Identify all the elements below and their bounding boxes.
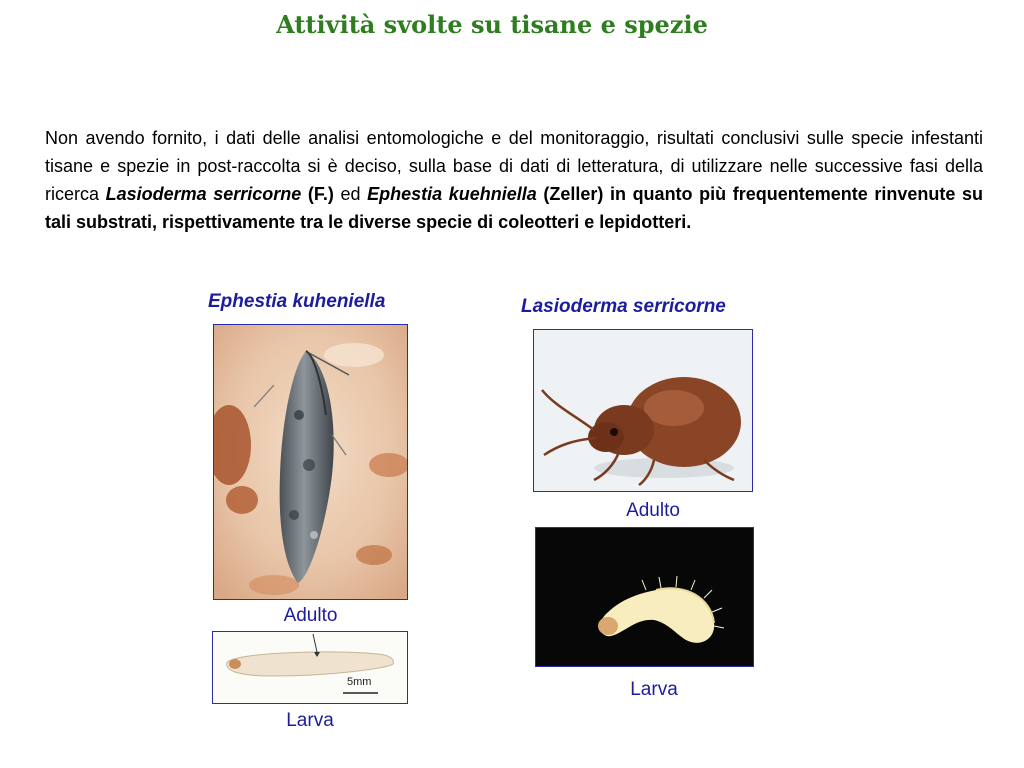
page-title: Attività svolte su tisane e spezie [276,10,708,39]
lasioderma-adult-caption: Adulto [626,500,680,521]
ephestia-adult-image [213,324,408,600]
species-lasioderma: Lasioderma serricorne [105,184,302,204]
ephestia-adult-caption: Adulto [283,605,338,626]
lasioderma-adult-image [533,329,753,492]
ephestia-larva-image [212,631,408,704]
paragraph-text-3: (Zeller) in quanto più frequentemente rinvenute su tali substrati, rispettivamente tra le diverse specie di coleotteri e lepidotteri. [45,184,983,232]
scale-bar-label: 5mm [347,676,372,688]
author-fabricius: (F.) [301,184,334,204]
ephestia-larva-caption: Larva [286,710,334,731]
lasioderma-larva-image [535,527,754,667]
intro-paragraph [45,124,983,236]
paragraph-text-1: Non avendo fornito, i dati delle analisi entomologiche e del monitoraggio, risultati conclusivi sulle specie infestanti tisane e spezie in post-raccolta si è deciso, sulla base di dati di letteratura, di utilizzare nelle successive fasi della ricerca [45,128,983,204]
paragraph-text-2: ed [333,184,368,204]
species-ephestia: Ephestia kuehniella [367,184,537,204]
lasioderma-larva-caption: Larva [630,679,678,700]
ephestia-heading: Ephestia kuheniella [208,291,386,312]
lasioderma-heading: Lasioderma serricorne [521,296,726,317]
